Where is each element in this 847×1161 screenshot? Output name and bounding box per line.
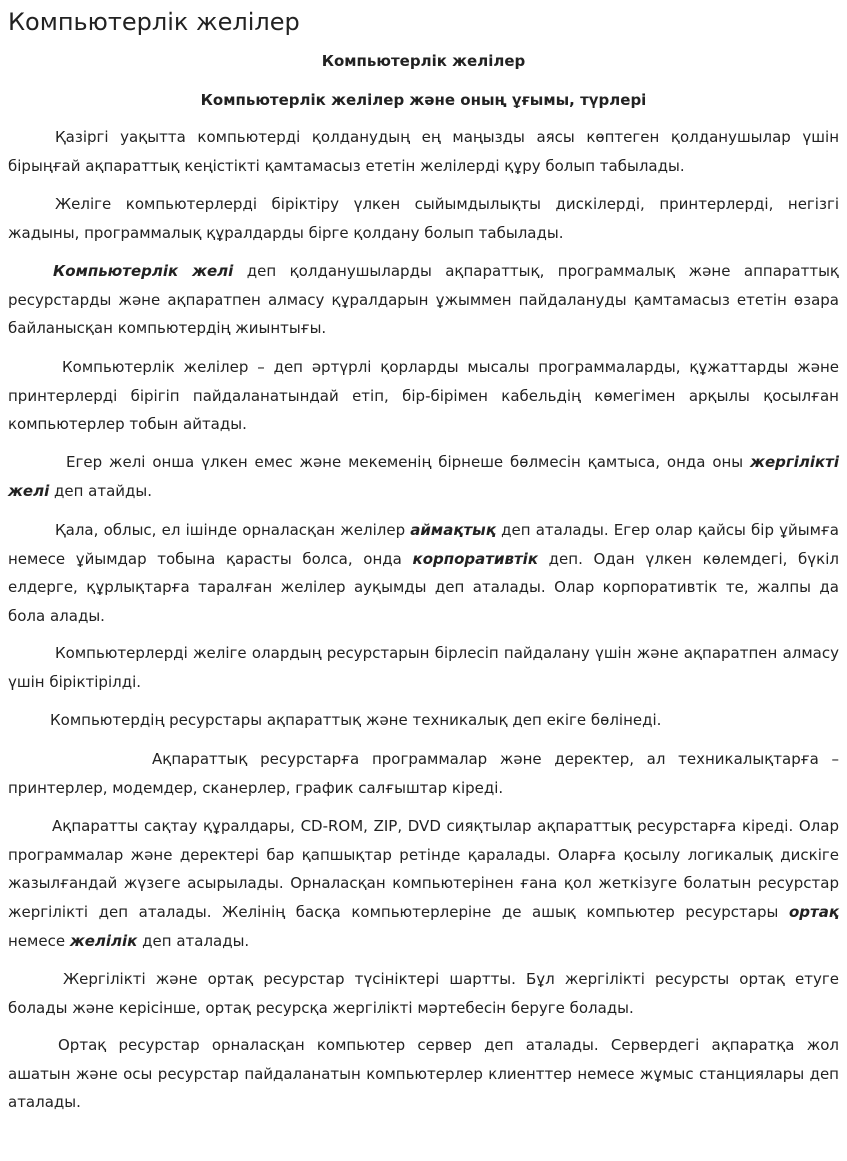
paragraph-text: Ортақ ресурстар орналасқан компьютер сервер деп аталады. Сервердегі ақпаратқа жол ашатын және осы ресурстар пайдаланатын компьютерлер клиенттер немесе жұмыс станциялары деп аталады.: [8, 1036, 839, 1112]
page-title: Компьютерлік желілер: [8, 8, 300, 36]
paragraph-text: Компьютерлерді желіге олардың ресурстарын бірлесіп пайдалану үшін және ақпаратпен алмасу үшін біріктірілді.: [8, 644, 839, 691]
paragraph: [8, 257, 839, 343]
paragraph-text: деп. Одан үлкен көлемдегі, бүкіл елдерге, құрлықтарға таралған желілер ауқымды деп аталады. Олар корпоративтік те, жалпы да бола алады.: [8, 549, 839, 626]
paragraph-text: Компьютердің ресурстары ақпараттық және техникалық деп екіге бөлінеді.: [50, 711, 662, 729]
emphasized-term: Компьютерлік желі: [53, 262, 234, 280]
paragraph-text: немесе: [8, 931, 70, 950]
paragraph: [8, 516, 839, 631]
emphasized-term: аймақтық: [410, 521, 496, 539]
paragraph: [8, 812, 839, 956]
emphasized-term: корпоративтік: [412, 549, 538, 568]
document-subheading: Компьютерлік желілер және оның ұғымы, түрлері: [200, 91, 647, 109]
paragraph: [8, 639, 839, 696]
document-heading: Компьютерлік желілер: [321, 52, 526, 70]
paragraph-text: Компьютерлік желілер – деп әртүрлі қорларды мысалы программаларды, құжаттарды және принтерлерді бірігіп пайдаланатындай етіп, бір-бірімен кабельдің көмегімен арқылы қосылған компьютерлер тобын айтады.: [8, 358, 839, 434]
paragraph-text: Ақпараттық ресурстарға программалар және деректер, ал техникалықтарға – принтерлер, модемдер, сканерлер, график салғыштар кіреді.: [8, 750, 839, 797]
emphasized-term: ортақ: [788, 903, 839, 922]
paragraph-text: Жергілікті және ортақ ресурстар түсініктері шартты. Бұл жергілікті ресурсты ортақ етуге болады және керісінше, ортақ ресурсқа жергілікті мәртебесін беруге болады.: [8, 970, 839, 1017]
paragraph: [8, 353, 839, 439]
paragraph-text: деп аталады.: [137, 931, 250, 950]
paragraph-text: Қазіргі уақытта компьютерді қолданудың ең маңызды аясы көптеген қолданушылар үшін бірыңғай ақпараттық кеңістікті қамтамасыз ететін желілерді құру болып табылады.: [8, 128, 839, 175]
emphasized-term: жергілікті желі: [8, 453, 839, 500]
paragraph: [8, 190, 839, 247]
paragraph: [8, 123, 839, 180]
paragraph: [8, 448, 839, 505]
emphasized-term: желілік: [69, 931, 138, 950]
paragraph-text: деп қолданушыларды ақпараттық, программалық және аппараттық ресурстарды және ақпаратпен алмасу құралдарын ұжыммен пайдалануды қамтамасыз ететін өзара байланысқан компьютердің жиынтығы.: [8, 262, 839, 338]
paragraph-text: деп атайды.: [49, 481, 153, 500]
paragraph-text: Қала, облыс, ел ішінде орналасқан желілер: [55, 521, 411, 539]
paragraph-text: Желіге компьютерлерді біріктіру үлкен сыйымдылықты дискілерді, принтерлерді, негізгі жадыны, программалық құралдарды бірге қолдану болып табылады.: [8, 195, 839, 242]
paragraph: [8, 745, 839, 802]
paragraph: [8, 706, 839, 735]
paragraph: [8, 965, 839, 1022]
paragraph: [8, 1031, 839, 1117]
paragraph-text: Ақпаратты сақтау құралдары, CD-ROM, ZIP, DVD сияқтылар ақпараттық ресурстарға кіреді. Олар программалар және деректері бар қапшықтар ретінде қаралады. Оларға қосылу логикалық дискіге жазылғандай жүзеге асырылады. Орналасқан компьютерінен ғана қол жеткізуге болатын ресурстар жергілікті деп аталады. Желінің басқа компьютерлеріне де ашық компьютер ресурстары: [8, 817, 839, 922]
paragraph-text: деп аталады. Егер олар қайсы бір ұйымға немесе ұйымдар тобына қарасты болса, онда: [8, 521, 839, 568]
paragraph-text: Егер желі онша үлкен емес және мекеменің бірнеше бөлмесін қамтыса, онда оны: [66, 453, 751, 471]
